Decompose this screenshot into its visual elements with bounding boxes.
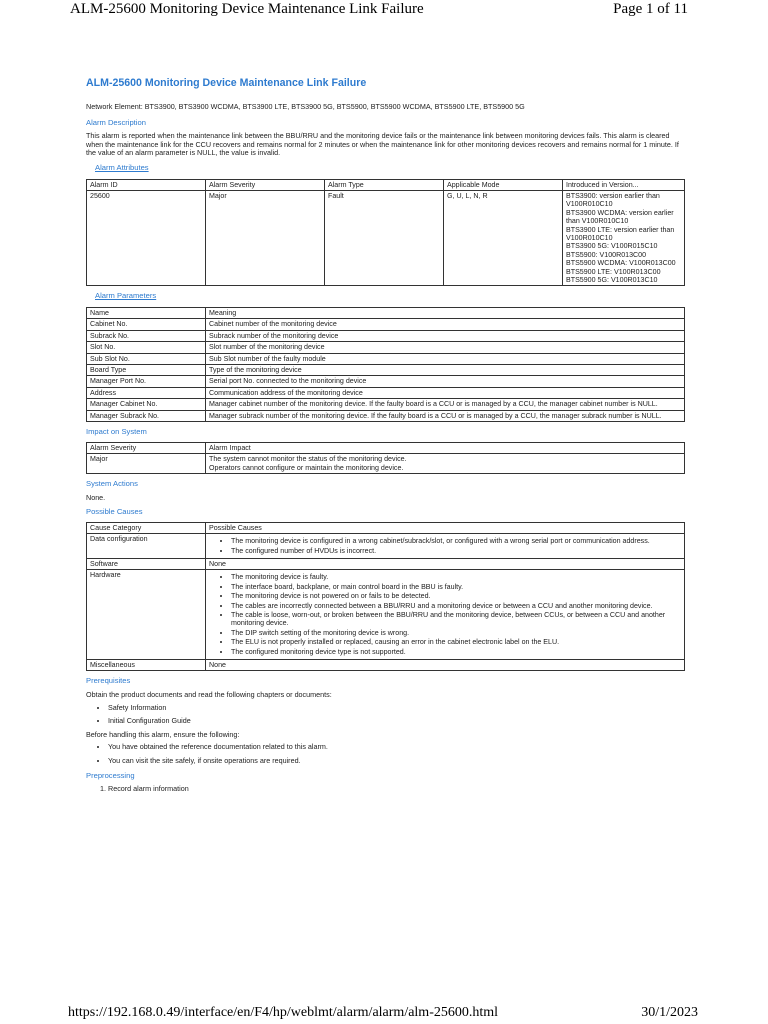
prereq-doc-list [86,704,686,726]
impact-line: Operators cannot configure or maintain the monitoring device. [209,463,404,472]
impact-severity-cell: Major [87,454,206,474]
param-name: Manager Subrack No. [87,410,206,421]
alarm-id-cell: 25600 [87,190,206,285]
list-item: • Safety Information [108,704,686,713]
param-meaning: Cabinet number of the monitoring device [206,319,685,330]
footer-date: 30/1/2023 [641,1005,698,1020]
table-row [87,659,685,670]
param-meaning: Sub Slot number of the faulty module [206,353,685,364]
version-line: BTS3900: version earlier than V100R010C10 [566,191,660,209]
param-meaning: Subrack number of the monitoring device [206,330,685,341]
list-item: • Initial Configuration Guide [108,717,686,726]
header-cell: Alarm Type [325,179,444,190]
alarm-severity-cell: Major [206,190,325,285]
table-header-row [87,522,685,533]
param-name: Manager Port No. [87,376,206,387]
table-row [87,376,685,387]
prerequisites-heading: Prerequisites [86,676,131,686]
table-header-row [87,442,685,453]
version-cell [563,190,685,285]
table-row [87,353,685,364]
version-line: BTS5900 LTE: V100R013C00 [566,267,661,276]
impact-detail-cell [206,454,685,474]
version-line: BTS3900 LTE: version earlier than V100R010C10 [566,225,675,242]
list-item: • The cable is loose, worn-out, or broken between the BBU/RRU and the monitoring device, between CCUs, or between a CCU and another monitoring device. [231,611,681,628]
header-title: ALM-25600 Monitoring Device Maintenance Link Failure [70,1,424,17]
table-row [87,534,685,559]
list-item: • The monitoring device is configured in a wrong cabinet/subrack/slot, or configured with a wrong serial port or communication address. [231,537,681,545]
alarm-description-text: This alarm is reported when the maintenance link between the BBU/RRU and the monitoring device fails or the maintenance link between monitoring devices fails. This alarm is cleared when the maintenance link for the CCU recovers and remains normal for 2 minutes or when the maintenance link for other monitoring devices recovers and remains normal for 1 minute. If the value of an alarm parameter is NULL, the value is invalid. [86,131,679,158]
param-meaning: Manager subrack number of the monitoring device. If the faulty board is a CCU or is managed by a CCU, the manager subrack number is NULL. [206,410,685,421]
before-handling-list [86,743,686,765]
table-row [87,330,685,341]
list-item: 1. Record alarm information [108,785,686,794]
param-name: Board Type [87,365,206,376]
impact-line: The system cannot monitor the status of the monitoring device. [209,455,407,464]
list-item: • You have obtained the reference documentation related to this alarm. [108,743,686,752]
param-meaning: Serial port No. connected to the monitoring device [206,376,685,387]
param-meaning: Type of the monitoring device [206,365,685,376]
table-row [87,410,685,421]
cause-category-cell: Hardware [87,570,206,660]
possible-causes-heading: Possible Causes [86,507,143,517]
list-item: • The DIP switch setting of the monitoring device is wrong. [231,629,681,637]
table-header-row [87,308,685,319]
param-name: Manager Cabinet No. [87,399,206,410]
alarm-attributes-table [86,179,685,287]
table-row [87,454,685,474]
cause-category-cell: Data configuration [87,534,206,559]
version-line: BTS5900 WCDMA: V100R013C00 [566,259,676,268]
table-row [87,342,685,353]
list-item: • The cables are incorrectly connected between a BBU/RRU and a monitoring device or between a CCU and another monitoring device. [231,602,681,610]
list-item: • The configured number of HVDUs is incorrect. [231,547,681,555]
cause-detail-cell: None [206,659,685,670]
param-name: Slot No. [87,342,206,353]
alarm-description-heading: Alarm Description [86,117,146,127]
list-item: • The monitoring device is not powered on or fails to be detected. [231,592,681,600]
prereq-intro: Obtain the product documents and read the following chapters or documents: [86,689,332,699]
alarm-type-cell: Fault [325,190,444,285]
header-cell: Alarm Impact [206,442,685,453]
cause-detail-cell [206,534,685,559]
list-item: • The interface board, backplane, or main control board in the BBU is faulty. [231,583,681,591]
table-row [87,319,685,330]
header-cell: Meaning [206,308,685,319]
page-header [0,0,768,24]
table-row [87,387,685,398]
page-footer [0,1005,768,1024]
param-name: Address [87,387,206,398]
system-actions-heading: System Actions [86,478,138,488]
possible-causes-table [86,522,685,672]
version-line: BTS5900 5G: V100R013C10 [566,276,658,285]
list-item: • You can visit the site safely, if onsite operations are required. [108,757,686,766]
param-name: Cabinet No. [87,319,206,330]
cause-detail-cell [206,570,685,660]
version-line: BTS3900 WCDMA: version earlier than V100R010C10 [566,208,674,226]
cause-detail-cell: None [206,558,685,569]
list-item: • The configured monitoring device type is not supported. [231,648,681,656]
document-body [86,76,686,794]
header-cell: Applicable Mode [444,179,563,190]
header-cell: Introduced in Version... [563,179,685,190]
version-line: BTS3900 5G: V100R015C10 [566,242,658,251]
preprocessing-steps [86,785,686,794]
cause-list [209,573,681,656]
alarm-parameters-link[interactable]: Alarm Parameters [95,291,157,301]
param-meaning: Communication address of the monitoring device [206,387,685,398]
alarm-attributes-link[interactable]: Alarm Attributes [95,162,149,172]
header-cell: Alarm Severity [87,442,206,453]
cause-category-cell: Miscellaneous [87,659,206,670]
table-row [87,190,685,285]
list-item: • The ELU is not properly installed or replaced, causing an error in the cabinet electronic label on the ELU. [231,638,681,646]
header-page-number: Page 1 of 11 [613,1,688,17]
footer-url: https://192.168.0.49/interface/en/F4/hp/weblmt/alarm/alarm/alm-25600.html [68,1005,499,1020]
table-row [87,558,685,569]
network-element-line: Network Element: BTS3900, BTS3900 WCDMA, BTS3900 LTE, BTS3900 5G, BTS5900, BTS5900 WCDMA, BTS5900 LTE, BTS5900 5G [86,102,525,111]
impact-heading: Impact on System [86,427,147,437]
header-cell: Name [87,308,206,319]
header-cell: Alarm ID [87,179,206,190]
header-cell: Cause Category [87,522,206,533]
table-row [87,365,685,376]
system-actions-text: None. [86,492,106,502]
version-line: BTS5900: V100R013C00 [566,250,647,259]
table-row [87,399,685,410]
param-name: Sub Slot No. [87,353,206,364]
header-cell: Alarm Severity [206,179,325,190]
cause-list [209,537,681,555]
param-meaning: Manager cabinet number of the monitoring device. If the faulty board is a CCU or is managed by a CCU, the manager cabinet number is NULL. [206,399,685,410]
impact-table [86,442,685,474]
cause-category-cell: Software [87,558,206,569]
table-header-row [87,179,685,190]
param-name: Subrack No. [87,330,206,341]
header-cell: Possible Causes [206,522,685,533]
document-title: ALM-25600 Monitoring Device Maintenance Link Failure [86,77,367,89]
applicable-mode-cell: G, U, L, N, R [444,190,563,285]
alarm-parameters-table [86,307,685,422]
preprocessing-heading: Preprocessing [86,770,135,780]
before-handling-text: Before handling this alarm, ensure the following: [86,729,240,739]
table-row [87,570,685,660]
list-item: • The monitoring device is faulty. [231,573,681,581]
param-meaning: Slot number of the monitoring device [206,342,685,353]
